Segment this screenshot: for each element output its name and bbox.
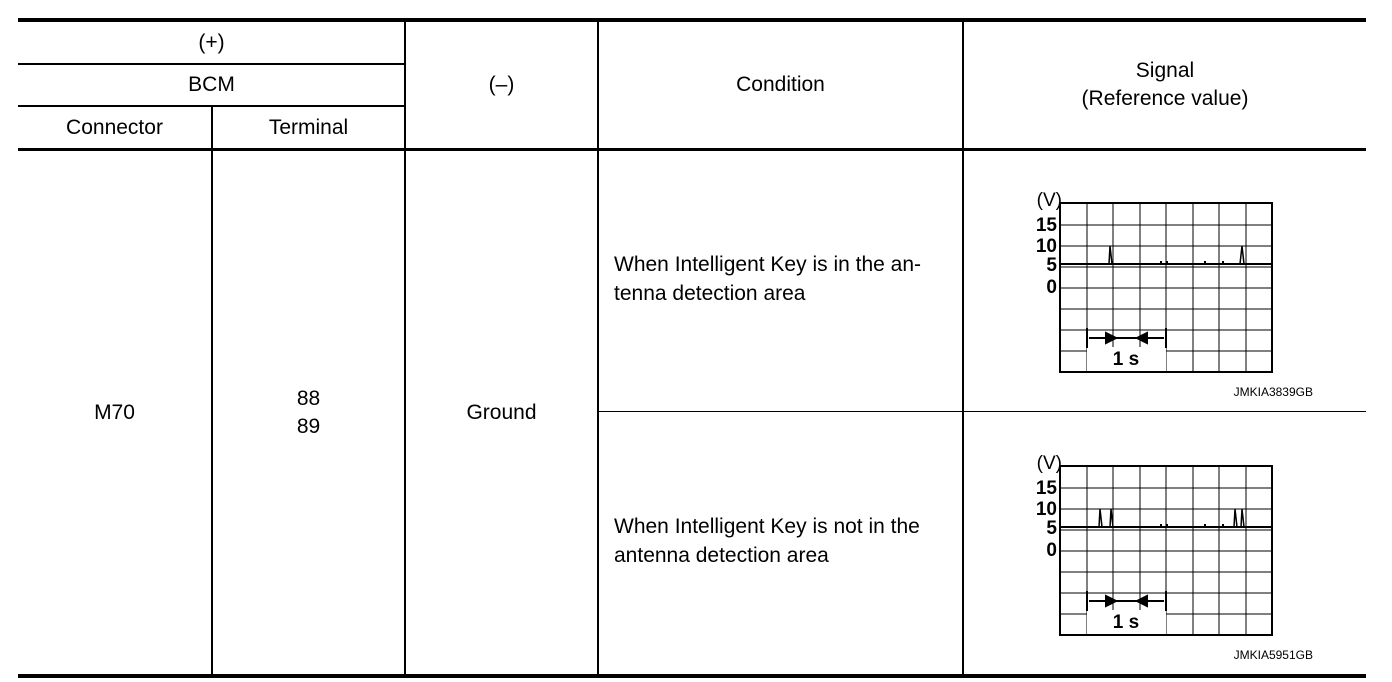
y-tick-10: 10 (1035, 236, 1057, 257)
table-bottom-rule (18, 674, 1366, 678)
y-tick-0: 0 (1046, 540, 1057, 561)
terminal-value-1: 88 (296, 386, 321, 410)
header-signal (964, 22, 1366, 148)
time-scale-label: 1 s (1112, 612, 1140, 633)
header-bcm: BCM (188, 73, 235, 96)
y-tick-10: 10 (1035, 499, 1057, 520)
header-condition: Condition (736, 73, 825, 96)
y-tick-5: 5 (1046, 518, 1057, 539)
terminal-value-2: 89 (296, 414, 321, 438)
y-tick-15: 15 (1035, 215, 1057, 236)
condition-not-in-area: When Intelligent Key is not in the antenna detection area (614, 515, 920, 567)
condition-separator-rule (598, 411, 1366, 412)
y-tick-0: 0 (1046, 277, 1057, 298)
figure-id-label: JMKIA5951GB (1233, 648, 1313, 662)
waveform-in-area (1010, 188, 1340, 403)
header-signal-subtitle: (Reference value) (1081, 87, 1249, 110)
y-tick-5: 5 (1046, 255, 1057, 276)
header-connector: Connector (66, 115, 163, 139)
ground-value: Ground (466, 400, 537, 424)
waveform-not-in-area (1010, 451, 1340, 666)
header-minus: (–) (488, 73, 515, 96)
condition-in-area: When Intelligent Key is in the an- tenna detection area (614, 253, 922, 305)
figure-id-label: JMKIA3839GB (1233, 385, 1313, 399)
time-scale-label: 1 s (1112, 349, 1140, 370)
header-signal-title: Signal (1135, 59, 1195, 82)
header-plus: (+) (198, 30, 225, 54)
y-tick-15: 15 (1035, 478, 1057, 499)
voltage-unit-label: (V) (1036, 453, 1062, 474)
header-terminal: Terminal (268, 115, 349, 139)
terminal-values (213, 151, 404, 674)
connector-value: M70 (94, 400, 135, 424)
voltage-unit-label: (V) (1036, 190, 1062, 211)
